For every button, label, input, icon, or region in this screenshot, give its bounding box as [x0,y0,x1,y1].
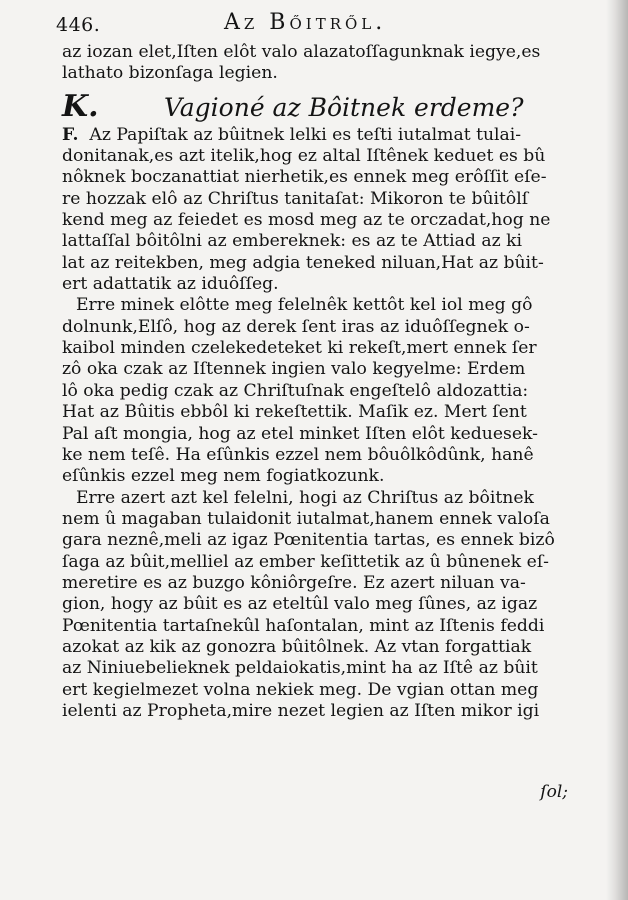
paragraph2-line: Pal aſt mongia, hog az etel minket Iſten elôt keduesek- [62,423,538,444]
page-number: 446. [56,14,101,36]
page-header [56,10,576,40]
paragraph2-line: zô oka czak az Iſtennek ingien valo kegyelme: Erdem [62,359,526,380]
paragraph3-line: ert kegielmezet volna nekiek meg. De vgian ottan meg [62,679,539,700]
question-heading [62,89,582,125]
question-letter: K. [62,88,99,124]
answer-line: kend meg az feiedet es mosd meg az te orczadat,hog ne [62,210,551,231]
running-head: Az Bőitről. [224,10,387,35]
answer-line: lat az reitekben, meg adgia teneked niluan,Hat az bûit- [62,252,544,273]
question-text: Vagioné az Bôitnek erdeme? [164,92,524,122]
catchword: ſol; [540,782,568,802]
paragraph2-line: Erre minek elôtte meg felelnêk kettôt kel iol meg gô [76,295,533,316]
answer-first-line [62,125,582,146]
answer-line: nôknek boczanattiat nierhetik,es ennek meg erôſſit eſe- [62,167,547,188]
paragraph3-line: ſaga az bûit,melliel az ember keſittetik az û bûnenek eſ- [62,551,549,572]
intro-line: az iozan elet,Iſten elôt valo alazatoſſagunknak iegye,es [62,42,541,62]
page-edge-shadow [606,0,628,900]
paragraph3-line: gion, hogy az bûit es az eteltûl valo meg ſûnes, az igaz [62,594,538,615]
paragraph2-line: dolnunk,Elſô, hog az derek ſent iras az iduôſſegnek o- [62,316,530,337]
paragraph3-line: meretire es az buzgo kôniôrgeſre. Ez azert niluan va- [62,572,526,593]
paragraph3-line: gara neznê,meli az igaz Pœnitentia tartas, es ennek bizô [62,530,555,551]
paragraph2-line: Hat az Bûitis ebbôl ki rekeſtettik. Maſik ez. Mert ſent [62,402,527,423]
paragraph3-line: Erre azert azt kel felelni, hogi az Chriſtus az bôitnek [76,487,534,508]
answer-letter: F. [62,124,79,145]
text-block [62,42,582,722]
answer-line: lattaſſal bôitôlni az embereknek: es az te Attiad az ki [62,231,523,252]
paragraph3-line: azokat az kik az gonozra bûitôlnek. Az vtan forgattiak [62,636,532,657]
paragraph3-line: ielenti az Propheta,mire nezet legien az Iſten mikor igi [62,700,540,721]
paragraph3-line: Pœnitentia tartaſnekûl haſontalan, mint az Iſtenis feddi [62,615,545,636]
answer-line: ert adattatik az iduôſſeg. [62,274,279,295]
paragraph3-line: az Niniuebelieknek peldaiokatis,mint ha az Iſtê az bûit [62,658,538,679]
paragraph2-line: kaibol minden czelekedeteket ki rekeſt,mert ennek ſer [62,338,537,359]
intro-line: lathato bizonſaga legien. [62,63,278,84]
answer-line: re hozzak elô az Chriſtus tanitaſat: Mikoron te bûitôlſ [62,188,529,209]
paragraph2-line: lô oka pedig czak az Chriſtuſnak engeſtelô aldozattia: [62,380,529,401]
paragraph3-line: nem û magaban tulaidonit iutalmat,hanem ennek valoſa [62,508,550,529]
answer-line: donitanak,es azt itelik,hog ez altal Iſtênek keduet es bû [62,146,546,167]
paragraph2-line: ke nem teſê. Ha eſûnkis ezzel nem bôuôlkôdûnk, hanê [62,444,534,465]
answer-first-text: Az Papiſtak az bûitnek lelki es teſti iutalmat tulai- [89,124,522,145]
paragraph2-line: eſûnkis ezzel meg nem fogiatkozunk. [62,466,385,487]
